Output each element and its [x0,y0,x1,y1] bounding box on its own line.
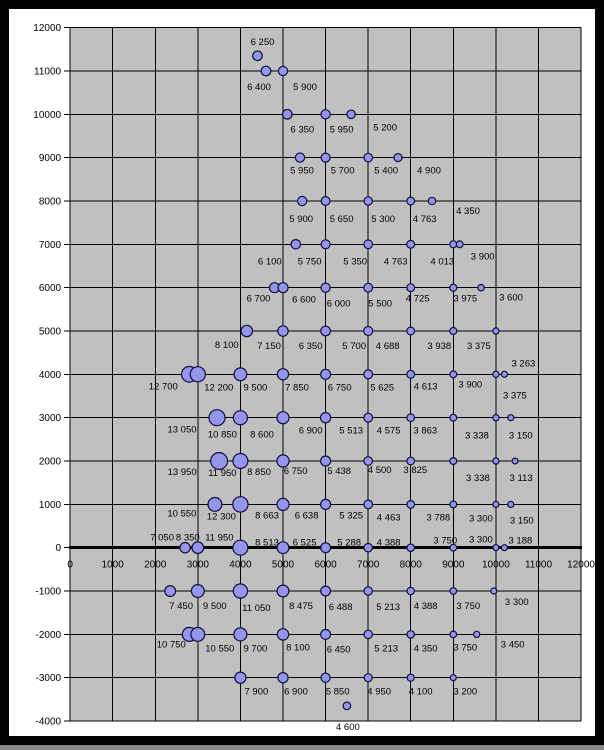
bubble [493,545,499,551]
bubble [321,283,330,292]
data-label: 6 250 [250,36,275,48]
bubble [233,454,248,469]
data-label: 5 400 [374,165,399,177]
data-label: 4 388 [413,601,438,612]
bubble [321,240,330,249]
bubble [321,543,331,553]
x-tick-label: 12000 [567,559,595,571]
bubble [501,371,507,377]
data-label: 4 013 [430,256,455,268]
data-label: 3 900 [458,379,483,391]
x-tick-label: 11000 [524,559,553,571]
bubble [450,371,457,378]
data-label: 5 950 [329,124,354,136]
data-label: 6 100 [257,256,282,268]
data-label: 3 825 [403,465,428,476]
data-label: 7 150 [257,341,281,352]
data-label: 7 850 [285,382,309,394]
bubble [364,197,372,205]
y-tick-label: 1000 [38,499,62,511]
bubble [364,283,373,292]
data-label: 3 188 [508,535,533,547]
data-label: 4 613 [413,381,438,393]
data-label: 3 450 [500,639,525,651]
y-tick-label: 4000 [38,369,62,381]
data-label: 11 050 [242,603,271,614]
data-label: 7 450 [169,601,194,612]
y-tick-label: -2000 [35,629,62,641]
data-label: 5 213 [374,643,399,655]
bubble [277,498,289,510]
bubble [501,545,507,551]
bubble [321,326,331,336]
x-tick-label: 10000 [481,559,510,571]
bubble [493,458,499,464]
bubble [407,457,415,465]
bubble [407,544,414,551]
data-label: 10 850 [207,429,237,441]
bubble [456,241,463,248]
data-label: 3 300 [504,597,529,608]
bubble [508,415,514,421]
bubble [291,240,300,249]
bubble [211,453,228,470]
x-tick-label: 8000 [399,559,422,571]
bubble [364,674,372,682]
y-tick-label: -1000 [35,586,62,598]
data-label: 3 150 [509,515,534,527]
data-label: 8 513 [255,537,279,549]
bubble [407,370,415,378]
bubble [450,328,457,335]
bubble [474,631,480,637]
data-label: 5 900 [289,214,314,225]
data-label: 12 700 [148,381,178,393]
x-tick-label: 5000 [271,559,295,571]
bubble [364,327,373,336]
data-label: 7 050 [150,532,174,544]
data-label: 6 450 [326,644,351,656]
bubble [407,327,415,335]
data-label: 5 700 [342,341,367,352]
data-label: 13 950 [167,467,197,478]
bubble [234,368,247,381]
data-label: 5 300 [371,214,396,225]
bubble [321,586,331,596]
data-label: 3 750 [456,601,481,612]
bubble [364,413,373,422]
bubble [407,414,415,422]
data-label: 6 750 [283,466,308,477]
data-label: 3 200 [453,686,478,698]
bubble [364,370,373,379]
data-label: 6 900 [284,686,308,698]
bubble [407,284,415,292]
bubble [235,672,246,683]
bubble [407,631,414,638]
bubble [233,540,248,555]
data-label: 3 750 [433,535,458,547]
data-label: 6 750 [327,382,352,394]
bubble [321,499,331,509]
bubble [364,457,373,466]
data-label: 8 663 [255,510,279,522]
y-tick-label: -4000 [35,716,62,728]
data-label: 3 863 [413,425,438,437]
x-tick-label: 9000 [442,559,465,571]
data-label: 10 750 [156,639,186,651]
data-label: 6 638 [294,510,319,522]
bubble [234,628,247,641]
bubble [191,628,205,642]
bubble [493,415,499,421]
bubble [347,110,355,118]
bubble [321,197,330,206]
bubble [277,412,289,424]
data-label: 4 763 [383,256,408,268]
data-label: 4 688 [375,341,400,352]
bubble [277,369,288,380]
data-label: 5 213 [376,602,401,613]
data-label: 5 200 [373,122,397,134]
x-tick-label: 4000 [229,559,252,571]
data-label: 3 750 [453,642,478,654]
data-label: 13 050 [167,424,197,436]
bubble [321,110,330,119]
data-label: 4 350 [456,206,480,217]
data-label: 9 500 [202,601,227,612]
data-label: 5 325 [339,510,364,522]
bubble [450,501,457,508]
x-tick-label: 3000 [186,559,209,571]
bubble [407,587,414,594]
bubble [394,154,402,162]
y-tick-label: 12000 [33,23,62,35]
data-label: 4 463 [376,512,401,524]
y-tick-label: 3000 [38,413,62,425]
data-label: 3 788 [426,512,451,524]
bubble [191,585,204,598]
y-tick-label: -3000 [35,673,62,685]
bubble [278,673,288,683]
x-tick-label: 2000 [144,559,167,571]
bubble [190,367,205,382]
y-tick-label: 9000 [38,153,62,165]
data-label: 11 950 [205,532,234,544]
bubble [493,371,499,377]
bubble [277,585,289,597]
data-label: 3 113 [509,473,533,484]
data-label: 8 350 [175,532,200,544]
data-label: 6 700 [246,293,271,305]
data-label: 5 513 [339,425,364,437]
data-label: 11 950 [208,468,237,479]
bubble [208,498,222,512]
data-label: 10 550 [205,643,235,655]
bubble [493,501,499,507]
data-label: 3 300 [469,534,493,546]
bubble [233,411,247,425]
data-label: 8 475 [289,601,313,612]
bubble [321,630,331,640]
data-label: 8 100 [286,642,310,654]
data-label: 6 488 [328,602,353,613]
data-label: 9 500 [243,382,268,394]
data-label: 5 438 [327,466,352,477]
bubble [512,458,518,464]
bubble [278,326,288,336]
bubble [364,630,372,638]
y-tick-label: 2000 [38,456,62,468]
data-label: 3 338 [466,473,490,484]
bubble [209,410,225,426]
data-label: 4 600 [336,721,360,733]
bubble [278,283,288,293]
data-label: 4 388 [376,537,401,549]
bubble [450,284,457,291]
data-label: 3 938 [427,341,452,352]
data-label: 6 525 [292,537,317,549]
data-label: 3 375 [503,390,527,402]
data-label: 3 600 [499,292,523,304]
data-label: 6 350 [298,341,323,352]
x-tick-label: 1000 [101,559,124,571]
bubble [407,240,415,248]
data-label: 8 100 [214,340,239,351]
bubble [277,629,288,640]
data-label: 12 300 [206,511,236,523]
bubble [491,588,497,594]
bubble [364,544,372,552]
bubble [508,501,514,507]
bubble [343,702,351,710]
data-label: 4 950 [367,686,392,698]
bubble [321,456,331,466]
data-label: 3 150 [508,430,533,442]
y-tick-label: 6000 [38,283,62,295]
data-label: 6 600 [292,294,316,306]
bubble [407,197,415,205]
data-label: 8 850 [247,467,271,478]
data-label: 7 900 [244,686,269,698]
bubble [428,197,435,204]
bubble [233,584,247,598]
bubble [278,66,287,75]
bubble [241,325,252,336]
data-label: 3 263 [511,358,536,370]
bubble [283,110,293,120]
data-label: 12 200 [204,382,234,394]
bubble [364,500,373,509]
bubble [450,675,456,681]
data-label: 6 000 [326,298,351,310]
data-label: 5 350 [343,256,368,268]
data-label: 9 700 [243,643,268,655]
data-label: 3 300 [469,513,493,525]
data-label: 4 350 [413,643,438,655]
bubble [253,51,263,61]
data-label: 4 763 [412,214,437,225]
y-tick-label: 0 [55,543,62,555]
bubble [407,674,414,681]
bubble [450,458,457,465]
x-tick-label: 0 [67,559,73,571]
bubble [321,673,330,682]
bubble [233,497,248,512]
bubble [295,153,304,162]
bubble [450,414,457,421]
bubble [450,631,457,638]
data-label: 4 575 [376,425,401,437]
bubble [493,328,499,334]
data-label: 5 850 [325,686,350,698]
data-label: 4 100 [408,686,433,698]
data-label: 3 975 [453,293,478,305]
data-label: 5 900 [293,82,317,93]
y-tick-label: 11000 [34,66,62,78]
data-label: 5 288 [337,537,362,549]
bubble [364,240,373,249]
data-label: 3 375 [467,341,491,352]
data-label: 3 338 [465,430,489,442]
data-label: 5 500 [368,298,393,310]
bubble [165,586,176,597]
bubble [478,285,484,291]
data-label: 5 700 [330,165,355,177]
bubble [298,196,307,205]
x-tick-label: 6000 [314,559,337,571]
y-tick-label: 8000 [38,196,62,208]
data-label: 5 625 [370,382,395,394]
data-label: 5 650 [329,214,354,225]
data-label: 6 900 [298,425,323,437]
bubble [450,588,457,595]
bubble [180,543,190,553]
data-label: 8 600 [250,429,274,441]
y-tick-label: 5000 [38,326,62,338]
data-label: 6 350 [290,124,315,136]
x-tick-label: 7000 [357,559,380,571]
data-label: 3 900 [470,251,495,263]
data-label: 5 950 [290,165,314,177]
data-label: 4 900 [417,165,441,177]
data-label: 6 400 [247,82,271,93]
data-label: 5 750 [297,256,322,268]
bubble [261,66,271,76]
bubble [364,153,373,162]
bubble [407,501,415,509]
data-label: 4 500 [367,465,392,476]
bubble [321,413,331,423]
data-label: 4 725 [405,293,430,305]
bubble [321,369,331,379]
data-label: 10 550 [167,508,197,520]
y-tick-label: 7000 [38,239,62,251]
bubble [321,153,330,162]
bubble [364,587,372,595]
y-tick-label: 10000 [33,109,62,121]
